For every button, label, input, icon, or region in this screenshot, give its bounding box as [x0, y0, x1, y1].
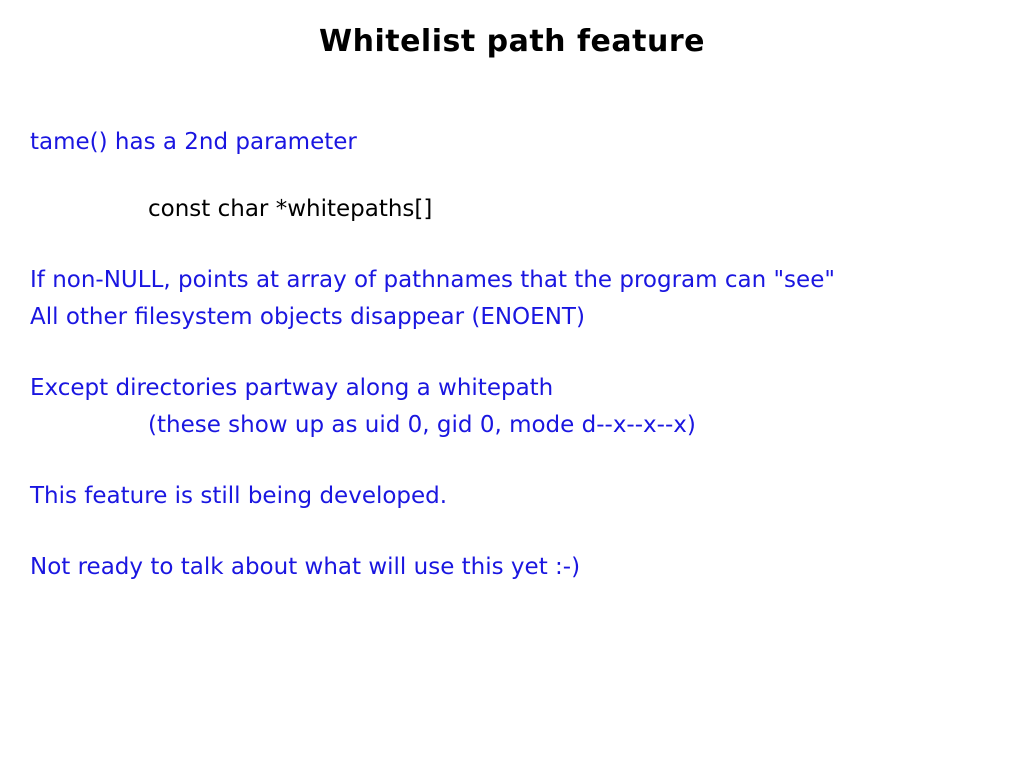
spacer [30, 336, 1010, 370]
body-line-tame-parameter: tame() has a 2nd parameter [30, 129, 357, 155]
body-line-enoent: All other filesystem objects disappear (ENOENT) [30, 304, 585, 330]
spacer [30, 161, 1010, 191]
slide-title: Whitelist path feature [319, 24, 705, 59]
spacer [30, 228, 1010, 262]
slide-body [30, 124, 1010, 586]
body-line-still-developed: This feature is still being developed. [30, 483, 448, 509]
body-line-mode-detail: (these show up as uid 0, gid 0, mode d--x--x--x) [148, 412, 696, 438]
body-line-non-null: If non-NULL, points at array of pathnames that the program can "see" [30, 267, 835, 293]
spacer [30, 515, 1010, 549]
body-line-except-directories: Except directories partway along a whitepath [30, 375, 554, 401]
spacer [30, 444, 1010, 478]
body-line-whitepaths-declaration: const char *whitepaths[] [148, 196, 433, 222]
body-line-not-ready: Not ready to talk about what will use this yet :-) [30, 554, 581, 580]
